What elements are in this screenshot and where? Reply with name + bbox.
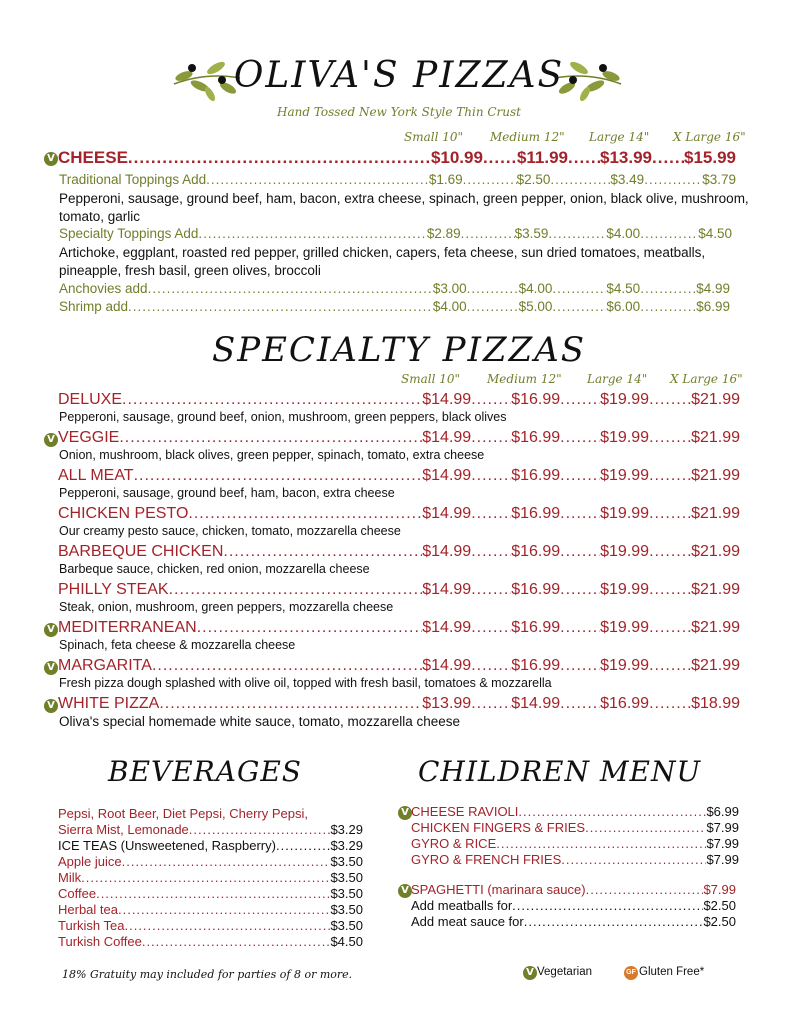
item-name: Add meat sauce for	[411, 914, 524, 929]
size-header-xlarge: X Large 16"	[670, 372, 743, 386]
price-small: $14.99	[422, 429, 472, 446]
price-xlarge: $21.99	[691, 391, 740, 408]
item-price: $7.99	[706, 836, 739, 851]
item-name: BARBEQUE CHICKEN	[58, 543, 224, 560]
price-large: $13.99	[600, 148, 652, 167]
price-xlarge: $15.99	[684, 148, 736, 167]
item-price: $6.99	[706, 804, 739, 819]
menu-row-cheese	[58, 148, 736, 168]
item-name: Specialty Toppings Add	[59, 226, 199, 241]
vegetarian-icon: V	[44, 433, 58, 447]
menu-row-spaghetti	[411, 882, 736, 897]
item-name: WHITE PIZZA	[58, 695, 160, 712]
price-large: $19.99	[600, 581, 650, 598]
price-small: $3.00	[432, 281, 467, 296]
price-xlarge: $21.99	[691, 543, 740, 560]
menu-row-specialty	[58, 543, 740, 561]
item-name: ALL MEAT	[58, 467, 134, 484]
item-name: CHICKEN PESTO	[58, 505, 189, 522]
children-row	[411, 852, 739, 867]
price-small: $14.99	[422, 543, 472, 560]
menu-row-anchovies	[59, 281, 730, 296]
item-name: Apple juice	[58, 854, 122, 869]
item-description: Barbeque sauce, chicken, red onion, mozzarella cheese	[59, 562, 370, 576]
vegetarian-icon: V	[44, 699, 58, 713]
price-xlarge: $4.99	[696, 281, 730, 296]
item-name: MEDITERRANEAN	[58, 619, 197, 636]
item-name: VEGGIE	[58, 429, 120, 446]
item-description: Spinach, feta cheese & mozzarella cheese	[59, 638, 296, 652]
beverage-row	[58, 934, 363, 949]
page-subtitle: Hand Tossed New York Style Thin Crust	[277, 105, 521, 119]
beverage-row	[58, 822, 363, 837]
menu-row-shrimp	[59, 299, 730, 314]
children-row	[411, 836, 739, 851]
section-title-specialty: SPECIALTY PIZZAS	[211, 330, 587, 370]
item-description: Pepperoni, sausage, ground beef, onion, mushroom, green peppers, black olives	[59, 410, 507, 424]
price-xlarge: $21.99	[691, 657, 740, 674]
price-small: $14.99	[422, 467, 472, 484]
item-description: Fresh pizza dough splashed with olive oil, topped with fresh basil, tomatoes & mozzarella	[59, 676, 552, 690]
price-large: $4.50	[606, 281, 641, 296]
item-name: Shrimp add	[59, 299, 129, 314]
legend-gluten-free: Gluten Free*	[639, 966, 705, 978]
item-name: Sierra Mist, Lemonade	[58, 822, 189, 837]
price-small: $1.69	[428, 172, 463, 187]
price-medium: $16.99	[511, 657, 561, 674]
price-medium: $2.50	[516, 172, 551, 187]
item-name: DELUXE	[58, 391, 123, 408]
item-description: Our creamy pesto sauce, chicken, tomato, mozzarella cheese	[59, 524, 401, 538]
item-price: $3.50	[330, 886, 363, 901]
price-large: $19.99	[600, 429, 650, 446]
menu-row-specialty-toppings	[59, 226, 732, 241]
menu-row-specialty	[58, 695, 740, 713]
item-name: Anchovies add	[59, 281, 148, 296]
price-small: $14.99	[422, 581, 472, 598]
price-small: $14.99	[422, 505, 472, 522]
item-name: PHILLY STEAK	[58, 581, 169, 598]
price-medium: $16.99	[511, 429, 561, 446]
item-price: $7.99	[706, 852, 739, 867]
price-medium: $5.00	[518, 299, 553, 314]
item-description: Pepperoni, sausage, ground beef, ham, bacon, extra cheese	[59, 486, 395, 500]
price-small: $14.99	[422, 657, 472, 674]
section-title-beverages: BEVERAGES	[108, 755, 302, 788]
menu-row-specialty	[58, 619, 740, 637]
menu-row-specialty	[58, 467, 740, 485]
price-medium: $4.00	[518, 281, 553, 296]
addon-row	[411, 898, 736, 913]
vegetarian-icon: V	[523, 966, 537, 980]
price-xlarge: $6.99	[696, 299, 730, 314]
menu-row-specialty	[58, 429, 740, 447]
item-name: Coffee	[58, 886, 97, 901]
size-header-medium: Medium 12"	[490, 130, 565, 144]
menu-row-traditional-toppings	[59, 172, 736, 187]
vegetarian-icon: V	[398, 806, 412, 820]
menu-row-specialty	[58, 505, 740, 523]
section-title-children: CHILDREN MENU	[418, 755, 702, 788]
item-description: Pepperoni, sausage, ground beef, ham, bacon, extra cheese, spinach, green pepper, onion, black olive, mushroom, tomato, garlic	[59, 191, 749, 224]
item-name: Traditional Toppings Add	[59, 172, 207, 187]
size-header-large: Large 14"	[587, 372, 648, 386]
price-large: $19.99	[600, 543, 650, 560]
price-medium: $16.99	[511, 505, 561, 522]
price-small: $14.99	[422, 619, 472, 636]
beverage-row	[58, 838, 363, 853]
item-price: $3.50	[330, 870, 363, 885]
menu-row-specialty	[58, 391, 740, 409]
item-price: $2.50	[703, 898, 736, 913]
item-name: ICE TEAS (Unsweetened, Raspberry)	[58, 838, 276, 853]
price-xlarge: $21.99	[691, 505, 740, 522]
price-large: $19.99	[600, 619, 650, 636]
item-name: SPAGHETTI (marinara sauce)	[411, 882, 586, 897]
price-medium: $16.99	[511, 581, 561, 598]
gluten-free-icon: GF	[624, 966, 638, 980]
children-row	[411, 820, 739, 835]
price-large: $19.99	[600, 505, 650, 522]
item-name: Milk	[58, 870, 82, 885]
price-small: $2.89	[426, 226, 461, 241]
addon-row	[411, 914, 736, 929]
page-title: OLIVA'S PIZZAS	[233, 55, 565, 96]
item-price: $3.50	[330, 902, 363, 917]
item-price: $3.50	[330, 918, 363, 933]
size-header-medium: Medium 12"	[487, 372, 562, 386]
item-price: $2.50	[703, 914, 736, 929]
item-name: Turkish Coffee	[58, 934, 142, 949]
price-large: $19.99	[600, 467, 650, 484]
price-xlarge: $21.99	[691, 581, 740, 598]
item-price: $3.29	[330, 838, 363, 853]
price-xlarge: $21.99	[691, 429, 740, 446]
item-description: Artichoke, eggplant, roasted red pepper, grilled chicken, capers, feta cheese, sun dried tomatoes, meatballs, pineapple, fresh basil, green olives, broccoli	[59, 245, 706, 278]
price-medium: $16.99	[511, 467, 561, 484]
price-medium: $3.59	[514, 226, 549, 241]
item-price: $3.50	[330, 854, 363, 869]
price-small: $4.00	[432, 299, 467, 314]
price-small: $10.99	[430, 148, 483, 167]
beverage-row	[58, 918, 363, 933]
item-price: $4.50	[330, 934, 363, 949]
gratuity-note: 18% Gratuity may included for parties of 8 or more.	[62, 968, 353, 981]
price-large: $4.00	[606, 226, 641, 241]
beverage-row	[58, 902, 363, 917]
children-row	[411, 804, 739, 819]
item-name: CHEESE RAVIOLI	[411, 804, 519, 819]
size-header-small: Small 10"	[401, 372, 461, 386]
legend-vegetarian: Vegetarian	[537, 966, 592, 978]
vegetarian-icon: V	[398, 884, 412, 898]
item-description: Steak, onion, mushroom, green peppers, mozzarella cheese	[59, 600, 394, 614]
item-name: MARGARITA	[58, 657, 152, 674]
price-medium: $16.99	[511, 619, 561, 636]
item-description: Oliva's special homemade white sauce, tomato, mozzarella cheese	[59, 714, 461, 729]
item-name: CHICKEN FINGERS & FRIES	[411, 820, 586, 835]
price-small: $14.99	[422, 391, 472, 408]
size-header-xlarge: X Large 16"	[673, 130, 746, 144]
item-description: Onion, mushroom, black olives, green pepper, spinach, tomato, extra cheese	[59, 448, 485, 462]
beverage-row	[58, 886, 363, 901]
price-xlarge: $4.50	[698, 226, 732, 241]
item-name: Herbal tea	[58, 902, 118, 917]
price-large: $19.99	[600, 391, 650, 408]
beverage-row	[58, 870, 363, 885]
price-xlarge: $3.79	[702, 172, 736, 187]
size-header-large: Large 14"	[589, 130, 650, 144]
price-small: $13.99	[422, 695, 472, 712]
price-medium: $11.99	[516, 148, 568, 167]
item-price: $7.99	[706, 820, 739, 835]
vegetarian-icon: V	[44, 152, 58, 166]
menu-row-specialty	[58, 581, 740, 599]
item-price: $7.99	[703, 882, 736, 897]
item-name: Turkish Tea	[58, 918, 125, 933]
item-name: GYRO & RICE	[411, 836, 497, 851]
price-medium: $16.99	[511, 543, 561, 560]
item-name: GYRO & FRENCH FRIES	[411, 852, 562, 867]
item-name: CHEESE	[58, 148, 128, 167]
beverage-line: Pepsi, Root Beer, Diet Pepsi, Cherry Pepsi,	[58, 806, 309, 821]
price-xlarge: $21.99	[691, 619, 740, 636]
price-medium: $16.99	[511, 391, 561, 408]
price-xlarge: $18.99	[691, 695, 740, 712]
item-name: Add meatballs for	[411, 898, 513, 913]
vegetarian-icon: V	[44, 661, 58, 675]
item-price: $3.29	[330, 822, 363, 837]
price-medium: $14.99	[511, 695, 561, 712]
price-large: $6.00	[606, 299, 641, 314]
price-large: $19.99	[600, 657, 650, 674]
size-header-small: Small 10"	[404, 130, 464, 144]
price-xlarge: $21.99	[691, 467, 740, 484]
price-large: $16.99	[600, 695, 650, 712]
price-large: $3.49	[610, 172, 645, 187]
vegetarian-icon: V	[44, 623, 58, 637]
menu-row-specialty	[58, 657, 740, 675]
beverage-row	[58, 854, 363, 869]
